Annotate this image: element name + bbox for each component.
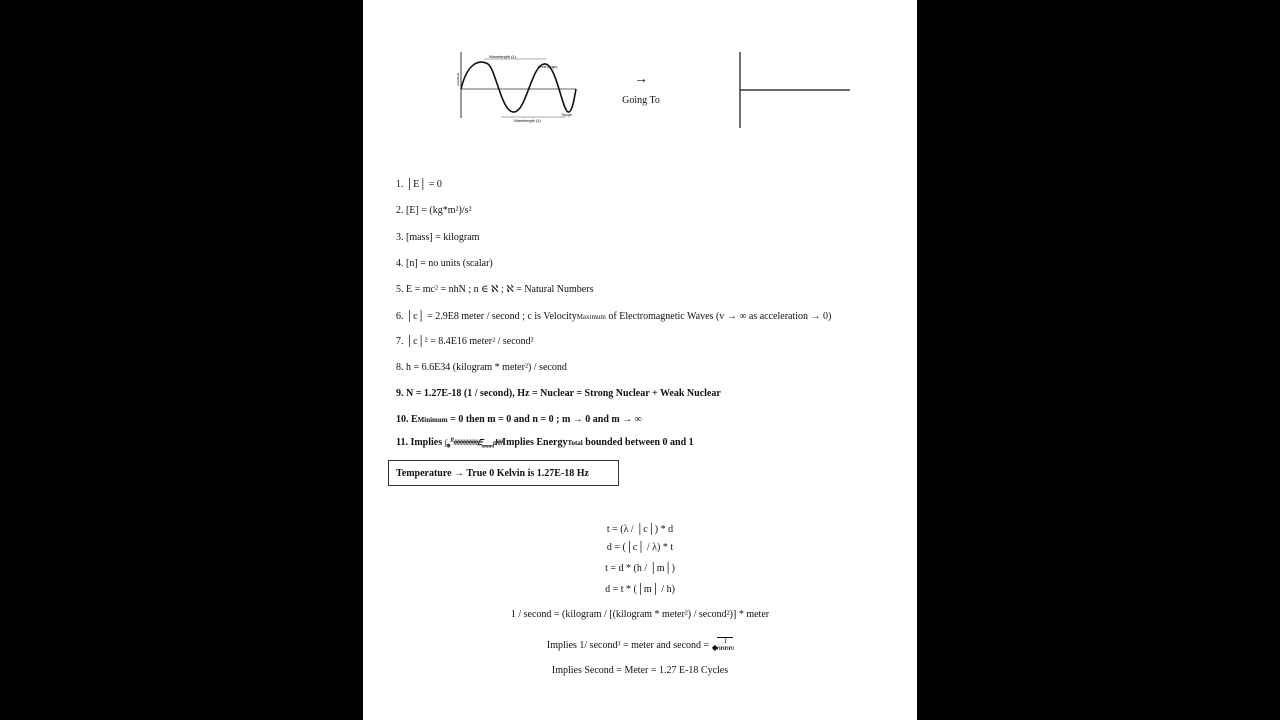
wave-label-trough: Trough bbox=[561, 113, 572, 117]
equation-1: t = (λ / │c│) * d bbox=[606, 524, 674, 535]
statement-6-part1: 6. │c│ = 2.9E8 meter / second ; c is Velocity bbox=[396, 311, 577, 322]
wave-label-wavelength-bottom: Wavelength (λ) bbox=[514, 118, 541, 123]
document-page bbox=[363, 0, 917, 720]
statement-1: 1. │E│ = 0 bbox=[396, 179, 442, 190]
flat-line-figure bbox=[733, 50, 853, 130]
sine-wave-figure bbox=[456, 50, 581, 125]
sine-curve bbox=[461, 62, 576, 112]
statement-11-part1: 11. Implies bbox=[396, 437, 445, 448]
equation-3: t = d * (h / │m│) bbox=[605, 563, 675, 574]
statement-11-integral-glyph: $\int_\oplus^{11}\#\#\#\#\#\#\#\#𝐸_{mmmm}d\#\#$ bbox=[444, 437, 503, 450]
going-to-label: Going To bbox=[622, 95, 660, 106]
statement-6 bbox=[396, 311, 831, 323]
statement-6-part2: of Electromagnetic Waves (v → ∞ as acceleration → 0) bbox=[605, 311, 832, 322]
statement-11-part2: Implies Energy bbox=[502, 437, 568, 448]
statement-10-subscript: Minimum bbox=[417, 416, 448, 424]
statement-4: 4. [n] = no units (scalar) bbox=[396, 258, 493, 269]
statement-2: 2. [E] = (kg*m²)/s² bbox=[396, 205, 472, 216]
statement-11-subscript: Total bbox=[567, 439, 583, 447]
equation-6-fraction-glyph: ◆1 mmmm bbox=[711, 637, 734, 652]
equation-4: d = t * (│m│ / h) bbox=[605, 584, 675, 595]
equation-6 bbox=[363, 637, 917, 654]
equation-2: d = (│c│ / λ) * t bbox=[606, 542, 674, 553]
wave-label-crest: Crest (ridge) bbox=[538, 65, 558, 69]
statement-5: 5. E = mc² = nhN ; n ∈ ℵ ; ℵ = Natural Numbers bbox=[396, 284, 594, 295]
temperature-box: Temperature → True 0 Kelvin is 1.27E-18 Hz bbox=[388, 460, 619, 486]
going-to-arrow: → bbox=[634, 72, 648, 87]
wave-label-wavelength-top: Wavelength (λ) bbox=[489, 54, 516, 59]
statement-9: 9. N = 1.27E-18 (1 / second), Hz = Nuclear = Strong Nuclear + Weak Nuclear bbox=[396, 388, 721, 399]
wave-label-amplitude: Amplitude bbox=[456, 72, 460, 86]
statement-10-part2: = 0 then m = 0 and n = 0 ; m → 0 and m → ∞ bbox=[447, 414, 642, 425]
equation-6-text: Implies 1/ second³ = meter and second = bbox=[546, 639, 712, 651]
statement-10-part1: 10. E bbox=[396, 414, 418, 425]
statement-6-subscript: Maximum bbox=[576, 313, 606, 321]
statement-10 bbox=[396, 414, 642, 426]
equation-7: Implies Second = Meter = 1.27 E-18 Cycles bbox=[551, 665, 729, 676]
statement-11 bbox=[396, 437, 694, 454]
statement-8: 8. h = 6.6E34 (kilogram * meter²) / second bbox=[396, 362, 567, 373]
statement-11-part3: bounded between 0 and 1 bbox=[582, 437, 694, 448]
statement-7: 7. │c│² = 8.4E16 meter² / second² bbox=[396, 336, 534, 347]
equation-5: 1 / second = (kilogram / [(kilogram * meter²) / second²)] * meter bbox=[510, 609, 770, 620]
statement-3: 3. [mass] = kilogram bbox=[396, 232, 480, 243]
